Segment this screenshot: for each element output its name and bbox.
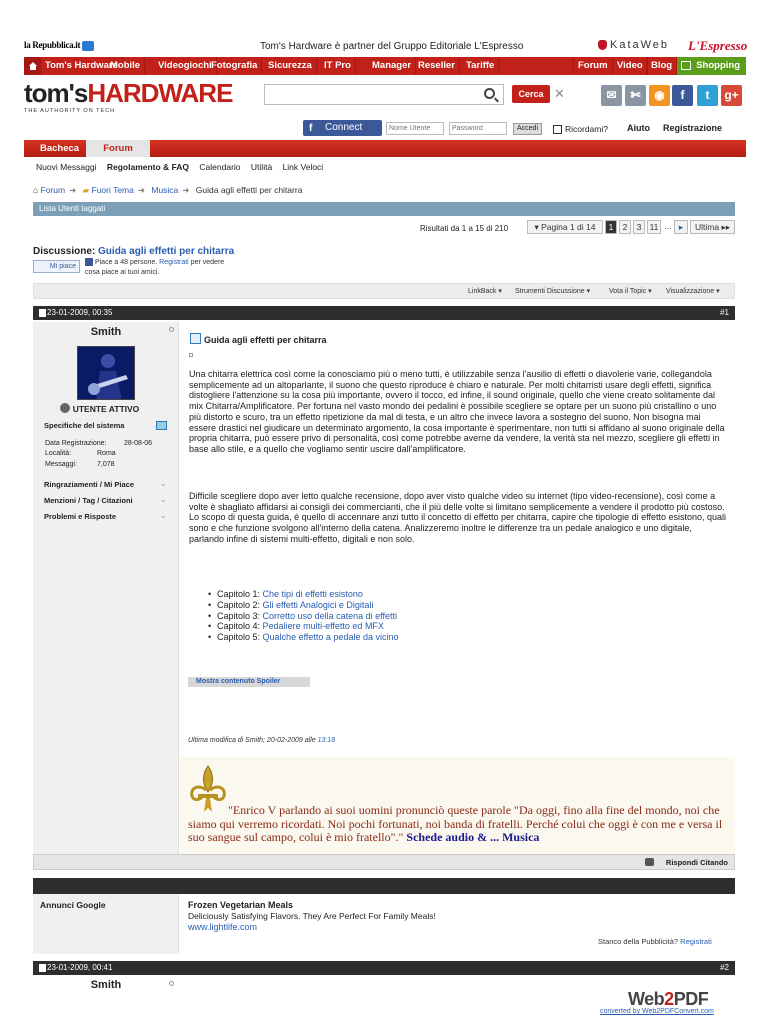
reply-quote-button[interactable]: Rispondi Citando: [665, 858, 728, 867]
main-nav: [24, 57, 746, 75]
nav-item-blog[interactable]: Blog: [646, 57, 677, 75]
post-header: [33, 961, 735, 975]
chapter-link[interactable]: Pedaliere multi-effetto ed MFX: [262, 621, 384, 632]
chapter-link[interactable]: Corretto uso della catena di effetti: [262, 610, 397, 621]
facebook-icon[interactable]: f: [672, 85, 693, 106]
close-icon[interactable]: ✕: [554, 86, 565, 101]
chapter-link[interactable]: Qualche effetto a pedale da vicino: [262, 632, 399, 643]
post-header: [33, 306, 735, 320]
page-1[interactable]: 1: [605, 220, 617, 234]
last-modified: Ultima modifica di Smith; 20-02-2009 alle 13:18: [188, 737, 336, 744]
cart-icon: [681, 61, 691, 70]
rate-thread-menu[interactable]: Vota il Topic ▾: [609, 288, 652, 295]
breadcrumb-forum[interactable]: Forum: [40, 185, 66, 195]
breadcrumb-musica[interactable]: Musica: [151, 185, 179, 195]
monitor-icon[interactable]: [156, 421, 167, 430]
signature-quote: "Enrico V parlando ai suoi uomini pronunciò queste parole "Da oggi, fino alla fine del mondo, noi che siamo qui verremo ricordati. Noi pochi fortunati, noi banda di fratelli. Perché colui che oggi è con me e versa il suo sangue sul campo, colui è mio fratello"." Schede audio & ... Musica: [188, 803, 723, 844]
nav-item-it-pro[interactable]: IT Pro: [320, 57, 356, 75]
nav-item-tom-s-hardware[interactable]: Tom's Hardware: [41, 57, 123, 75]
list-item: • Capitolo 4: Pedaliere multi-effetto ed MFX: [217, 621, 398, 632]
kataweb-logo[interactable]: KataWeb: [598, 39, 669, 51]
mail-icon[interactable]: ✉: [601, 85, 622, 106]
ad-url[interactable]: www.lightlife.com: [188, 922, 258, 932]
chapter-list: [217, 589, 398, 643]
nav-item-mobile[interactable]: Mobile: [106, 57, 145, 75]
espresso-logo[interactable]: L'Espresso: [688, 38, 748, 53]
share-icon[interactable]: ✄: [625, 85, 646, 106]
chevron-down-icon[interactable]: ⌄: [160, 495, 167, 504]
post-icon: [190, 333, 201, 344]
password-field[interactable]: [449, 122, 507, 135]
display-mode-menu[interactable]: Visualizzazione ▾: [666, 288, 720, 295]
ad-title[interactable]: Frozen Vegetarian Meals: [188, 900, 294, 910]
nav-item-videogiochi[interactable]: Videogiochi: [154, 57, 217, 75]
discussion-title-link[interactable]: Guida agli effetti per chitarra: [98, 246, 235, 257]
messages-value: 7,078: [97, 461, 115, 468]
globe-icon: [82, 41, 94, 51]
googleplus-icon[interactable]: g+: [721, 85, 742, 106]
facebook-icon: [85, 258, 93, 266]
mentions-section[interactable]: Menzioni / Tag / Citazioni: [44, 496, 133, 505]
web2pdf-logo[interactable]: Web2PDF: [628, 989, 709, 1009]
page-11[interactable]: 11: [647, 220, 661, 234]
post-paragraph: Difficile scegliere dopo aver letto qualche recensione, dopo aver visto qualche video su internet (tipo video-recensione), così come a volte è sbagliato affidarsi ai consigli dei commercianti, che il più delle volte si limitano semplicemente a vendere il prodotto più costoso. Lo scopo di questa guida, è quello di accennare anzi tutto il concetto di effetto per chitarra, capire che tipologie di effetto esistono, quali sono e che funzione svolgono all'interno della catena. Analizzeremo inoltre le differenze tra un pedale analogico e uno digitale, parlando infine di sistemi multi-effetto, digitali e non solo.: [189, 491, 727, 544]
nav-item-video[interactable]: Video: [612, 57, 648, 75]
document-icon: [39, 309, 46, 317]
page-ellipsis: ...: [664, 221, 672, 231]
partner-text: Tom's Hardware è partner del Gruppo Editoriale L'Espresso: [260, 41, 524, 52]
nav-item-fotografia[interactable]: Fotografia: [207, 57, 262, 75]
login-button[interactable]: Accedi: [513, 123, 542, 135]
post-author[interactable]: Smith: [90, 326, 122, 338]
remember-label: Ricordami?: [565, 124, 608, 134]
site-tagline: THE AUTHORITY ON TECH: [24, 108, 116, 114]
messages-label: Messaggi:: [45, 461, 77, 468]
ad-label: Annunci Google: [40, 900, 106, 910]
chevron-down-icon[interactable]: ⌄: [160, 479, 167, 488]
kataweb-icon: [598, 40, 607, 50]
fb-like-button[interactable]: Mi piace: [33, 260, 80, 273]
linkback-menu[interactable]: LinkBack ▾: [468, 288, 502, 295]
results-count: Risultati da 1 a 15 di 210: [420, 224, 509, 233]
page-3[interactable]: 3: [633, 220, 645, 234]
subnav-new-posts[interactable]: Nuovi Messaggi: [36, 162, 97, 172]
nav-item-manager[interactable]: Manager: [368, 57, 416, 75]
nav-item-reseller[interactable]: Reseller: [414, 57, 460, 75]
ad-tired-text: Stanco della Pubblicità? Registrati: [598, 937, 712, 946]
post-author[interactable]: Smith: [90, 979, 122, 991]
breadcrumb-fuori-tema[interactable]: Fuori Tema: [91, 185, 134, 195]
post-date: 23-01-2009, 00:41: [47, 963, 113, 972]
post-paragraph: Una chitarra elettrica così come la conosciamo più o meno tutti, è utilizzabile senza l'ausilio di effetti o diavolerie varie, collegandola semplicemente ad un altoparlante, il suono che questo riproduce è chiaro e naturale. Per molti chitarristi usare degli effetti, significa distogliere l'attenzione su la cosa più importante, ovvero il tocco, ed infine, il sound originale, quello che viene creato solitamente dal mix Chitarra/Amplificatore. Per fortuna nel vasto mondo dei pedalini è possibile scegliere se optare per un suono più cristallino o uno più distorto e scuro, tra un effetto ripetizione da mal di testa, e un altro che invece lavora a sostegno del suono. Non bisogna mai essere drastici nel giudicare un determinato argomento, la cosa importante è sperimentare, non tutti si affidano al suono originale della propria chitarra, può essere privo di personalità, così come potrebbe averne da vendere, la verità sta nel mezzo, scegliere gli effetti in base allo stile, e a quello che vogliamo sentir uscire dall'amplificatore.: [189, 369, 725, 454]
partner-bar: [24, 38, 746, 55]
folder-icon: ▰: [82, 185, 90, 195]
tagged-users-bar[interactable]: Lista Utenti taggati: [33, 202, 735, 216]
next-page-icon[interactable]: ▸: [674, 220, 688, 234]
signature-link[interactable]: Schede audio & ... Musica: [406, 830, 540, 844]
chevron-down-icon[interactable]: ⌄: [160, 511, 167, 520]
thread-tools-bar: [33, 283, 735, 299]
subnav-calendar[interactable]: Calendario: [199, 162, 241, 172]
username-field[interactable]: [386, 122, 444, 135]
subnav-quick-links[interactable]: Link Veloci: [282, 162, 324, 172]
tab-bacheca[interactable]: Bacheca: [40, 143, 80, 154]
list-item: • Capitolo 5: Qualche effetto a pedale da vicino: [217, 632, 398, 643]
ad-register-link[interactable]: Registrati: [680, 937, 712, 946]
home-button[interactable]: [24, 57, 41, 75]
search-icon[interactable]: [484, 88, 495, 99]
system-specs-label[interactable]: Specifiche del sistema: [44, 421, 125, 430]
post-marker-icon: [189, 353, 193, 357]
reg-value: 28-08-06: [124, 440, 153, 447]
chapter-link[interactable]: Che tipi di effetti esistono: [262, 589, 363, 599]
user-rank: UTENTE ATTIVO: [72, 404, 140, 414]
avatar[interactable]: [77, 346, 135, 400]
shopping-button[interactable]: Shopping: [676, 57, 746, 75]
repubblica-logo[interactable]: la Repubblica.it: [24, 40, 94, 51]
problems-section[interactable]: Problemi e Risposte: [44, 512, 117, 521]
page-menu[interactable]: ▾ Pagina 1 di 14: [527, 220, 603, 234]
remember-checkbox[interactable]: [553, 125, 562, 134]
list-item: • Capitolo 2: Gli effetti Analogici e Digitali: [217, 600, 398, 611]
thanks-section[interactable]: Ringraziamenti / Mi Piace: [44, 480, 135, 489]
subnav-rules[interactable]: Regolamento & FAQ: [106, 162, 190, 172]
thread-tools-menu[interactable]: Strumenti Discussione ▾: [515, 288, 591, 295]
list-item: • Capitolo 3: Corretto uso della catena di effetti: [217, 611, 398, 622]
post-date: 23-01-2009, 00:35: [47, 308, 113, 317]
breadcrumb-current: Guida agli effetti per chitarra: [195, 185, 303, 195]
converted-by-link[interactable]: converted by Web2PDFConvert.com: [600, 1008, 714, 1015]
reg-label: Data Registrazione:: [45, 440, 107, 447]
user-info-column: [33, 322, 179, 854]
tab-forum[interactable]: Forum: [86, 140, 150, 157]
post-number[interactable]: #1: [720, 308, 729, 317]
location-value: Roma: [97, 450, 116, 457]
twitter-icon[interactable]: t: [697, 85, 718, 106]
home-icon[interactable]: ⌂: [33, 185, 39, 195]
site-logo[interactable]: tom'sHARDWARE: [24, 78, 233, 108]
ad-description: Deliciously Satisfying Flavors. They Are Perfect For Family Meals!: [188, 911, 436, 921]
reply-bar: [33, 854, 735, 870]
nav-item-tariffe[interactable]: Tariffe: [462, 57, 499, 75]
offline-status-icon: [169, 981, 174, 986]
offline-status-icon: [169, 327, 174, 332]
post-title: Guida agli effetti per chitarra: [204, 335, 327, 345]
nav-item-forum[interactable]: Forum: [573, 57, 613, 75]
search-button[interactable]: Cerca: [512, 85, 550, 103]
help-link[interactable]: Aiuto: [627, 123, 650, 133]
nav-item-sicurezza[interactable]: Sicurezza: [264, 57, 317, 75]
discussion-title: Discussione: Guida agli effetti per chitarra: [33, 246, 235, 257]
last-page-button[interactable]: Ultima ▸▸: [690, 220, 735, 234]
fb-register-link[interactable]: Registrati: [159, 259, 189, 266]
home-icon: [28, 61, 38, 71]
fb-like-text: Piace a 48 persone. Registrati per vedere cosa piace ai tuoi amici.: [85, 259, 225, 276]
post-number[interactable]: #2: [720, 963, 729, 972]
location-label: Località:: [45, 450, 72, 457]
document-icon: [39, 964, 46, 972]
facebook-connect-button[interactable]: f Connect: [303, 120, 382, 136]
register-link[interactable]: Registrazione: [663, 123, 723, 133]
page-2[interactable]: 2: [619, 220, 631, 234]
breadcrumb: ⌂ Forum ➜ ▰ Fuori Tema ➜ Musica ➜ Guida agli effetti per chitarra: [33, 185, 303, 195]
rss-icon[interactable]: ◉: [649, 85, 670, 106]
facebook-icon: f: [309, 123, 313, 134]
list-item: • Capitolo 1: Che tipi di effetti esistono: [217, 589, 398, 600]
guitarist-image: [78, 347, 135, 400]
sub-nav: [36, 162, 331, 172]
chapter-link[interactable]: Gli effetti Analogici e Digitali: [262, 599, 374, 610]
search-input[interactable]: [264, 84, 504, 105]
spoiler-button[interactable]: Mostra contenuto Spoiler: [188, 677, 310, 687]
subnav-utility[interactable]: Utilità: [250, 162, 273, 172]
ad-header-bar: [33, 878, 735, 894]
quote-icon[interactable]: [645, 858, 654, 866]
